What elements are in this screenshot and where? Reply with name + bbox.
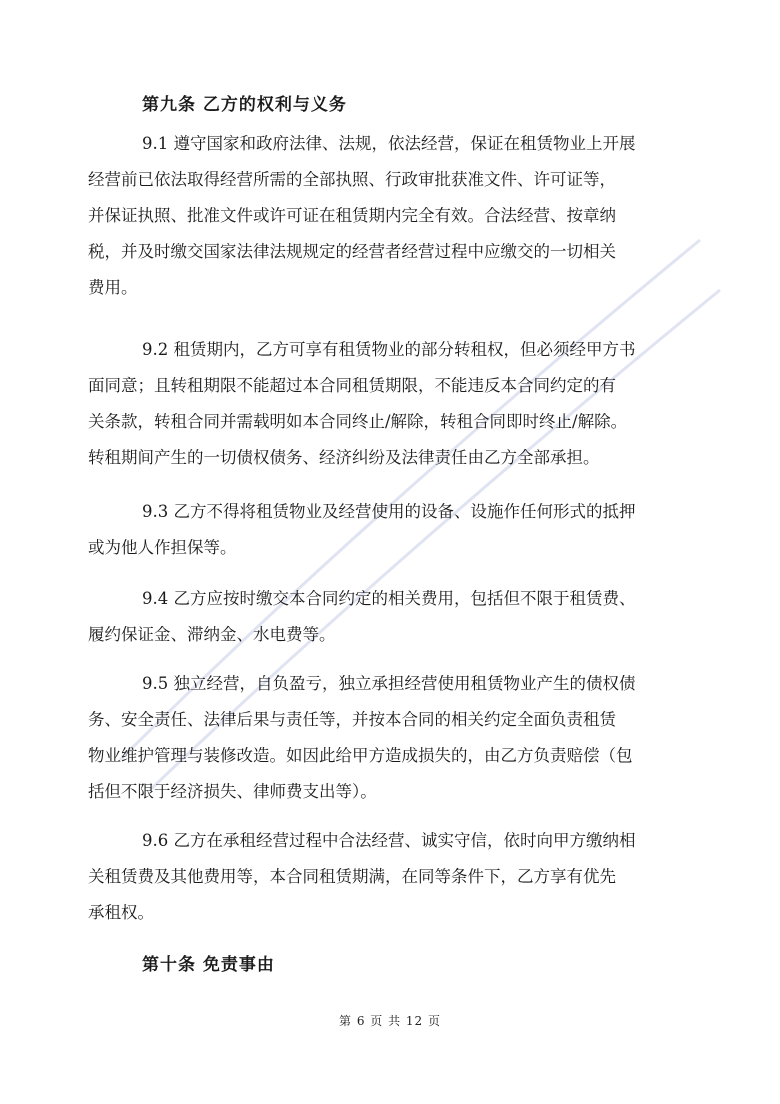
clause-9-1: 9.1 遵守国家和政府法律、法规，依法经营，保证在租赁物业上开展 经营前已依法取得经营所需的全部执照、行政审批获准文件、许可证等， 并保证执照、批准文件或许可证在租赁期内完全有效。合法经营、按章纳 税，并及时缴交国家法律法规规定的经营者经营过程中应缴交的一切相关 费用。 <box>88 134 636 297</box>
clause-9-3: 9.3 乙方不得将租赁物业及经营使用的设备、设施作任何形式的抵押 或为他人作担保等。 <box>88 502 636 557</box>
clause-9-4: 9.4 乙方应按时缴交本合同约定的相关费用，包括但不限于租赁费、 履约保证金、滞纳金、水电费等。 <box>88 589 636 644</box>
clause-9-6: 9.6 乙方在承租经营过程中合法经营、诚实守信，依时向甲方缴纳相 关租赁费及其他费用等，本合同租赁期满，在同等条件下，乙方享有优先 承租权。 <box>88 831 636 922</box>
clause-9-2: 9.2 租赁期内，乙方可享有租赁物业的部分转租权，但必须经甲方书 面同意；且转租期限不能超过本合同租赁期限，不能违反本合同约定的有 关条款，转租合同并需载明如本合同终止/解除，转租合同即时终止/解除。 转租期间产生的一切债权债务、经济纠纷及法律责任由乙方全部承担。 <box>88 340 636 467</box>
page-number-footer: 第 6 页 共 12 页 <box>339 1014 441 1028</box>
clause-9-5: 9.5 独立经营，自负盈亏，独立承担经营使用租赁物业产生的债权债 务、安全责任、法律后果与责任等，并按本合同的相关约定全面负责租赁 物业维护管理与装修改造。如因此给甲方造成损失的，由乙方负责赔偿（包 括但不限于经济损失、律师费支出等）。 <box>88 674 636 801</box>
section-heading-9: 第九条 乙方的权利与义务 <box>142 95 347 115</box>
section-heading-10: 第十条 免责事由 <box>142 955 275 975</box>
